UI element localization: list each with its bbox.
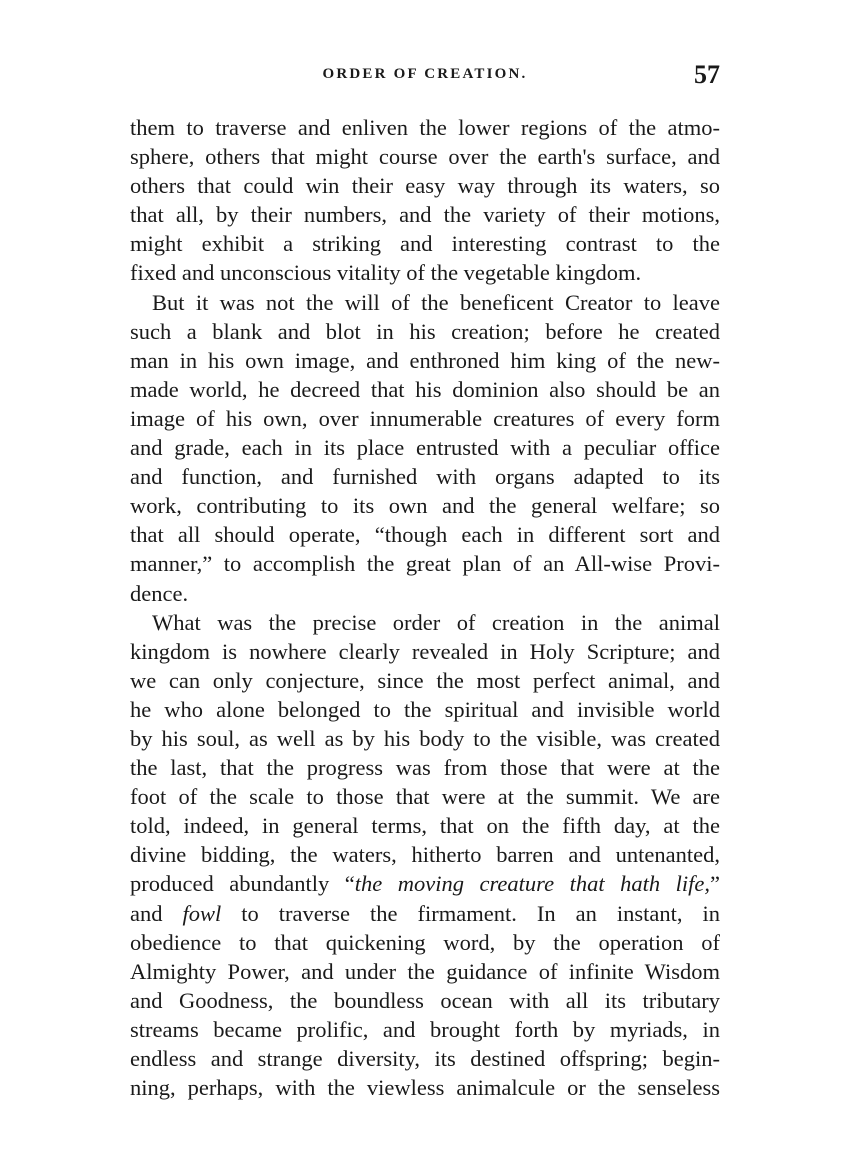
emphasis-text: fowl bbox=[182, 900, 222, 926]
text-line: he who alone belonged to the spiritual and invisible world bbox=[130, 696, 720, 722]
text-line: others that could win their easy way through its waters, so bbox=[130, 173, 720, 199]
text-line: and function, and furnished with organs adapted to its bbox=[130, 464, 720, 490]
text-line: endless and strange diversity, its destined offspring; begin- bbox=[130, 1046, 720, 1071]
paragraph-3 bbox=[130, 608, 720, 1103]
text-line: Almighty Power, and under the guidance of infinite Wisdom bbox=[130, 958, 720, 984]
text-line: such a blank and blot in his creation; before he created bbox=[130, 318, 720, 344]
text-line: them to traverse and enliven the lower regions of the atmo- bbox=[130, 115, 720, 140]
text-line: might exhibit a striking and interesting contrast to the bbox=[130, 231, 720, 257]
text-line: manner,” to accomplish the great plan of an All-wise Provi- bbox=[130, 551, 720, 577]
text-line: and Goodness, the boundless ocean with all its tributary bbox=[130, 987, 720, 1013]
text-line: and fowl to traverse the firmament. In an instant, in bbox=[130, 900, 720, 926]
text-line: and grade, each in its place entrusted with a peculiar office bbox=[130, 435, 720, 461]
text-line: work, contributing to its own and the general welfare; so bbox=[130, 493, 720, 519]
text-line: dence. bbox=[130, 580, 189, 606]
text-line: divine bidding, the waters, hitherto barren and untenanted, bbox=[130, 842, 720, 868]
text-line: ning, perhaps, with the viewless animalcule or the senseless bbox=[130, 1075, 720, 1101]
text-line: by his soul, as well as by his body to the visible, was created bbox=[130, 725, 720, 751]
text-line: man in his own image, and enthroned him king of the new- bbox=[130, 347, 720, 373]
text-line: made world, he decreed that his dominion also should be an bbox=[130, 376, 720, 402]
text-line: produced abundantly “the moving creature that hath life,” bbox=[130, 871, 720, 897]
text-line: What was the precise order of creation in the animal bbox=[152, 609, 720, 635]
text-line: kingdom is nowhere clearly revealed in Holy Scripture; and bbox=[130, 638, 720, 664]
text-line: the last, that the progress was from those that were at the bbox=[130, 755, 720, 781]
running-head bbox=[130, 62, 720, 92]
text-line: sphere, others that might course over the earth's surface, and bbox=[130, 144, 720, 170]
text-line: image of his own, over innumerable creatures of every form bbox=[130, 405, 720, 431]
text-line: that all, by their numbers, and the variety of their motions, bbox=[130, 202, 720, 228]
page-number: 57 bbox=[694, 60, 720, 89]
paragraph-1 bbox=[130, 113, 720, 288]
text-line: fixed and unconscious vitality of the vegetable kingdom. bbox=[130, 260, 642, 286]
text-line: that all should operate, “though each in different sort and bbox=[130, 522, 720, 548]
text-line: obedience to that quickening word, by the operation of bbox=[130, 929, 720, 955]
emphasis-text: the moving creature that hath life, bbox=[354, 871, 710, 897]
text-line: we can only conjecture, since the most perfect animal, and bbox=[130, 667, 720, 693]
text-line: But it was not the will of the beneficent Creator to leave bbox=[152, 289, 720, 315]
text-line: foot of the scale to those that were at the summit. We are bbox=[130, 784, 720, 810]
text-line: streams became prolific, and brought forth by myriads, in bbox=[130, 1016, 720, 1042]
paragraph-2 bbox=[130, 288, 720, 608]
body-text bbox=[130, 113, 720, 1102]
text-line: told, indeed, in general terms, that on the fifth day, at the bbox=[130, 813, 720, 839]
running-title: ORDER OF CREATION. bbox=[322, 66, 528, 82]
